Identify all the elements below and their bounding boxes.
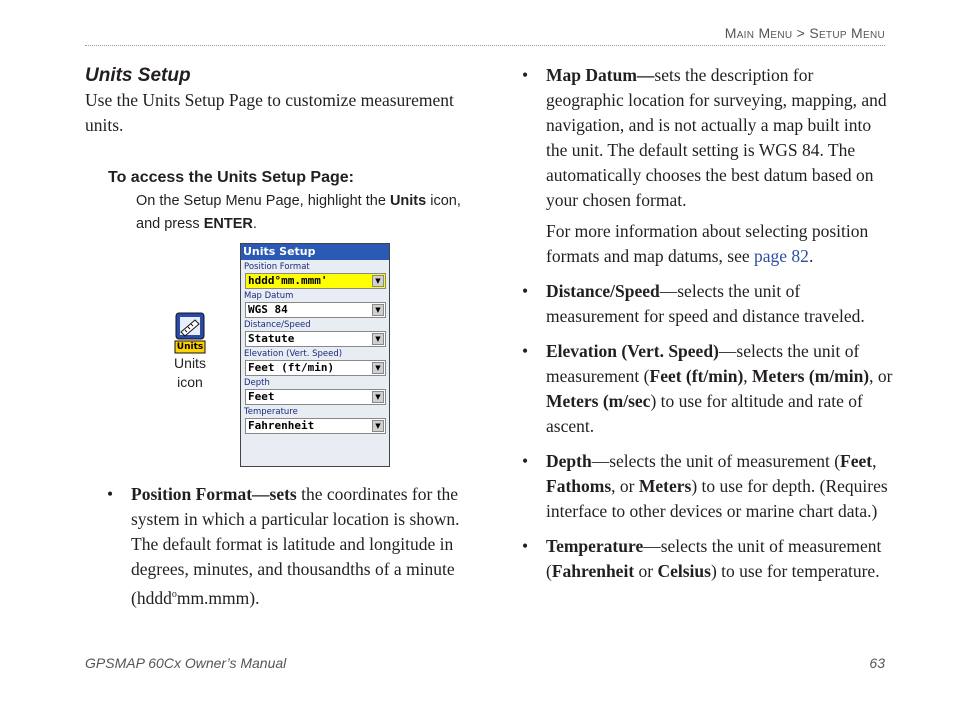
bullet-term: Elevation (Vert. Speed) (546, 341, 719, 361)
bullet-term: Position Format—sets (131, 484, 297, 504)
bullet-text: —selects the unit of measurement ( (546, 536, 882, 581)
field-value: Statute (248, 332, 295, 345)
bullet-depth (500, 449, 895, 524)
field-label: Depth (244, 378, 270, 388)
bullet-option: Meters (m/sec (546, 391, 651, 411)
bullet-text: ) to use for temperature. (710, 561, 880, 581)
bullet-text: mm.mmm). (176, 587, 260, 608)
bullet-dot: • (522, 451, 529, 471)
footer-manual-title: GPSMAP 60Cx Owner’s Manual (85, 655, 287, 671)
dropdown-arrow-icon[interactable]: ▼ (372, 333, 384, 345)
bullet-dot: • (522, 536, 529, 556)
bullet-term: Distance/Speed (546, 281, 660, 301)
dropdown-arrow-icon[interactable]: ▼ (372, 275, 384, 287)
bullet-text: —selects the unit of measurement for speed and distance traveled. (546, 281, 865, 326)
procedure-step (136, 190, 475, 236)
bullet-term: Map Datum— (546, 65, 655, 85)
left-bullets (85, 482, 480, 611)
right-column (500, 63, 895, 594)
bullet-option: Fahrenheit (551, 561, 635, 581)
field-label: Distance/Speed (244, 320, 311, 330)
more-info-text: For more information about selecting position formats and map datums, see (546, 221, 869, 266)
header-separator: > (792, 25, 810, 41)
bullet-text: , or (611, 476, 639, 496)
bullet-dot: • (107, 484, 114, 504)
bullet-temperature (500, 534, 895, 584)
procedure-title: To access the Units Setup Page: (108, 169, 354, 186)
units-setup-screen (240, 243, 390, 467)
bullet-text: ) to use for altitude and rate of ascent. (546, 391, 863, 436)
depth-select[interactable] (245, 389, 386, 405)
bullet-text: , (872, 451, 877, 471)
bullet-text: sets the description for geographic location for surveying, mapping, and navigation, and is not actually a map built into the unit. The default setting is WGS 84. The automatically chooses the best datum based on your chosen format. (546, 65, 887, 210)
bullet-text: —selects the unit of measurement ( (546, 341, 860, 386)
step-enter: ENTER (203, 216, 253, 232)
icon-caption (160, 354, 220, 392)
bullet-position-format (85, 482, 480, 611)
units-icon (173, 312, 207, 354)
bullet-map-datum (500, 63, 895, 213)
map-datum-more-info (500, 219, 895, 269)
screen-title: Units Setup (241, 244, 389, 260)
bullet-dot: • (522, 65, 529, 85)
bullet-text: ) to use for depth. (Requires interface to other devices or marine chart data.) (546, 476, 888, 521)
page-82-link[interactable]: page 82 (754, 246, 809, 266)
dropdown-arrow-icon[interactable]: ▼ (372, 420, 384, 432)
bullet-text: —selects the unit of measurement ( (591, 451, 841, 471)
step-text: icon, and press (136, 193, 461, 232)
field-label: Temperature (244, 407, 298, 417)
bullet-text: , (743, 366, 753, 386)
bullet-text: the coordinates for the system in which a particular location is shown. The default format is latitude and longitude in degrees, minutes, and thousandths of a minute (hddd (131, 484, 460, 608)
step-text: On the Setup Menu Page, highlight the (136, 193, 390, 209)
running-header (725, 25, 885, 41)
position-format-select[interactable] (245, 273, 386, 289)
bullet-distance-speed (500, 279, 895, 329)
field-value: Fahrenheit (248, 419, 315, 432)
left-column (85, 64, 475, 236)
header-main-menu: Main Menu (724, 25, 793, 41)
more-info-text: . (808, 246, 814, 266)
dropdown-arrow-icon[interactable]: ▼ (372, 391, 384, 403)
field-value: Feet (ft/min) (248, 361, 335, 374)
bullet-option: Celsius (657, 561, 711, 581)
icon-caption-line2: icon (177, 374, 203, 390)
bullet-option: Fathoms (546, 476, 612, 496)
elevation-select[interactable] (245, 360, 386, 376)
map-datum-select[interactable] (245, 302, 386, 318)
bullet-dot: • (522, 281, 529, 301)
units-icon-figure (160, 312, 220, 392)
dropdown-arrow-icon[interactable]: ▼ (372, 304, 384, 316)
bullet-text: or (634, 561, 658, 581)
field-value: WGS 84 (248, 303, 288, 316)
bullet-term: Temperature (546, 536, 644, 556)
units-icon-badge: Units (176, 342, 204, 352)
dropdown-arrow-icon[interactable]: ▼ (372, 362, 384, 374)
step-text: . (252, 216, 257, 232)
bullet-term: Depth (546, 451, 592, 471)
superscript: o (171, 589, 177, 600)
bullet-elevation (500, 339, 895, 439)
temperature-select[interactable] (245, 418, 386, 434)
distance-speed-select[interactable] (245, 331, 386, 347)
header-setup-menu: Setup Menu (809, 25, 885, 41)
bullet-option: Feet (840, 451, 873, 471)
bullet-dot: • (522, 341, 529, 361)
field-value: hddd°mm.mmm' (248, 274, 328, 287)
bullet-option: Meters (m/min) (752, 366, 870, 386)
field-label: Elevation (Vert. Speed) (244, 349, 343, 359)
field-value: Feet (248, 390, 275, 403)
header-rule (85, 45, 885, 46)
bullet-text: , or (869, 366, 893, 386)
step-units: Units (389, 193, 427, 209)
bullet-option: Feet (ft/min) (649, 366, 744, 386)
field-label: Position Format (244, 262, 310, 272)
section-intro: Use the Units Setup Page to customize measurement units. (85, 90, 454, 135)
section-title: Units Setup (85, 65, 191, 86)
field-label: Map Datum (244, 291, 294, 301)
icon-caption-line1: Units (174, 355, 206, 371)
bullet-option: Meters (638, 476, 692, 496)
footer-page-number: 63 (869, 655, 885, 671)
